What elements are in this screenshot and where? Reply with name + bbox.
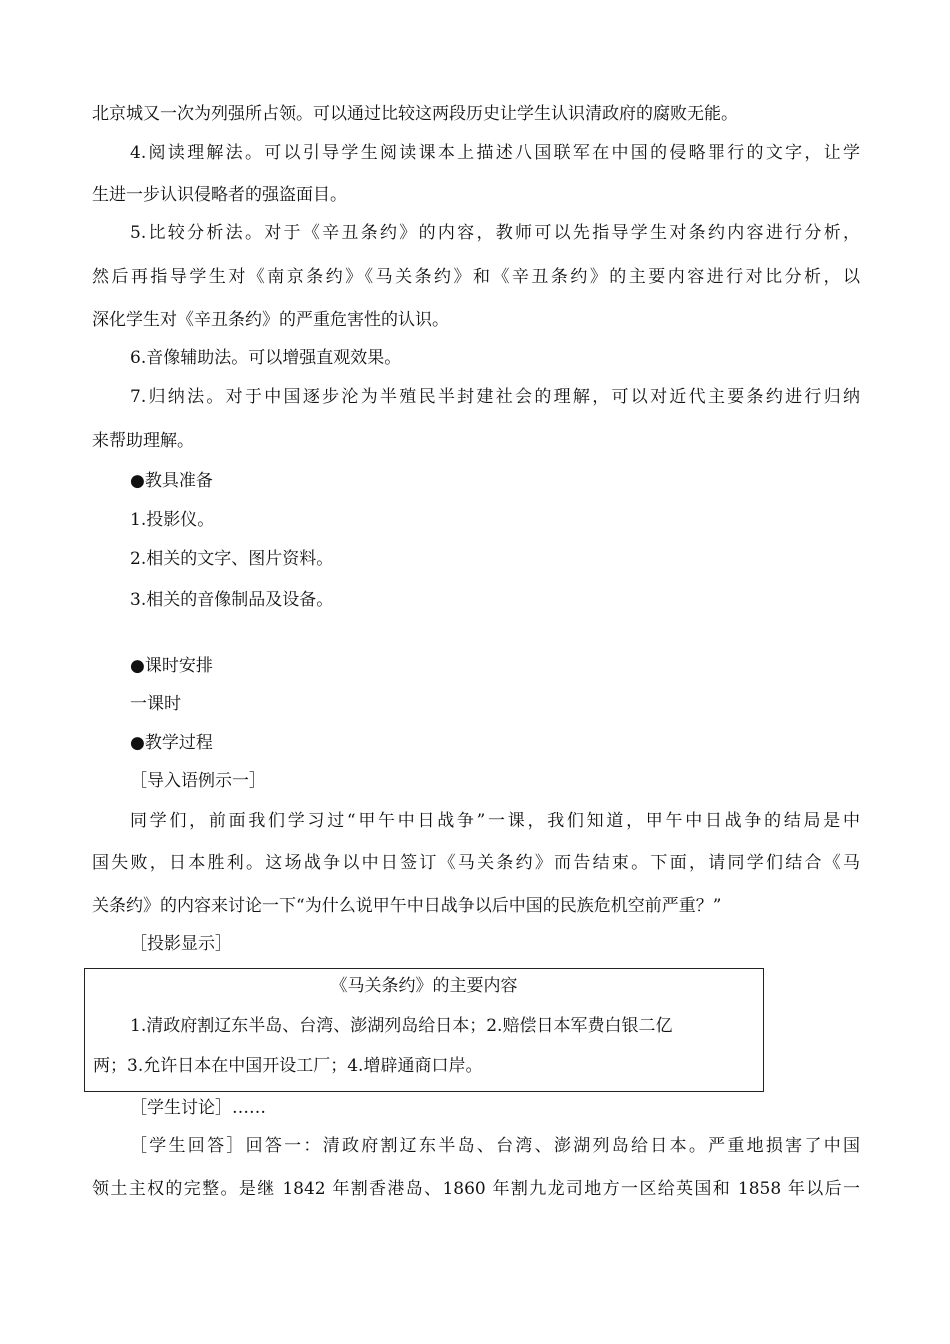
bracket-label: ［导入语例示一］	[130, 771, 266, 791]
list-item: 2.相关的文字、图片资料。	[130, 549, 334, 569]
paragraph-line: 关条约》的内容来讨论一下“为什么说甲午中日战争以后中国的民族危机空前严重？”	[92, 896, 722, 916]
paragraph-line: 领土主权的完整。是继 1842 年割香港岛、1860 年割九龙司地方一区给英国和 1858 年以后一	[92, 1179, 860, 1199]
box-line: 两；3.允许日本在中国开设工厂；4.增辟通商口岸。	[93, 1056, 483, 1076]
bracket-label: ［学生讨论］……	[130, 1098, 266, 1118]
paragraph-line: 然后再指导学生对《南京条约》《马关条约》和《辛丑条约》的主要内容进行对比分析，以	[92, 267, 860, 287]
paragraph-line: 同学们，前面我们学习过“甲午中日战争”一课，我们知道，甲午中日战争的结局是中	[130, 811, 860, 831]
paragraph-line: 6.音像辅助法。可以增强直观效果。	[130, 348, 402, 368]
paragraph-line: 生进一步认识侵略者的强盗面目。	[92, 185, 347, 205]
box-line: 1.清政府割辽东半岛、台湾、澎湖列岛给日本；2.赔偿日本军费白银二亿	[130, 1016, 673, 1036]
paragraph-line: 一课时	[130, 694, 181, 714]
projection-box	[84, 968, 764, 1092]
paragraph-line: 来帮助理解。	[92, 431, 194, 451]
bracket-label: ［投影显示］	[130, 934, 232, 954]
section-heading: ●课时安排	[130, 656, 213, 676]
paragraph-line: 4.阅读理解法。可以引导学生阅读课本上描述八国联军在中国的侵略罪行的文字，让学	[130, 143, 860, 163]
paragraph-line: 5.比较分析法。对于《辛丑条约》的内容，教师可以先指导学生对条约内容进行分析，	[130, 223, 860, 243]
paragraph-line: 北京城又一次为列强所占领。可以通过比较这两段历史让学生认识清政府的腐败无能。	[92, 104, 738, 124]
paragraph-line: 7.归纳法。对于中国逐步沦为半殖民半封建社会的理解，可以对近代主要条约进行归纳	[130, 387, 860, 407]
section-heading: ●教学过程	[130, 733, 213, 753]
paragraph-line: 国失败，日本胜利。这场战争以中日签订《马关条约》而告结束。下面，请同学们结合《马	[92, 853, 860, 873]
paragraph-line: ［学生回答］回答一：清政府割辽东半岛、台湾、澎湖列岛给日本。严重地损害了中国	[130, 1136, 860, 1156]
paragraph-line: 深化学生对《辛丑条约》的严重危害性的认识。	[92, 310, 449, 330]
box-title: 《马关条约》的主要内容	[330, 976, 518, 996]
section-heading: ●教具准备	[130, 471, 213, 491]
list-item: 3.相关的音像制品及设备。	[130, 590, 334, 610]
list-item: 1.投影仪。	[130, 510, 215, 530]
